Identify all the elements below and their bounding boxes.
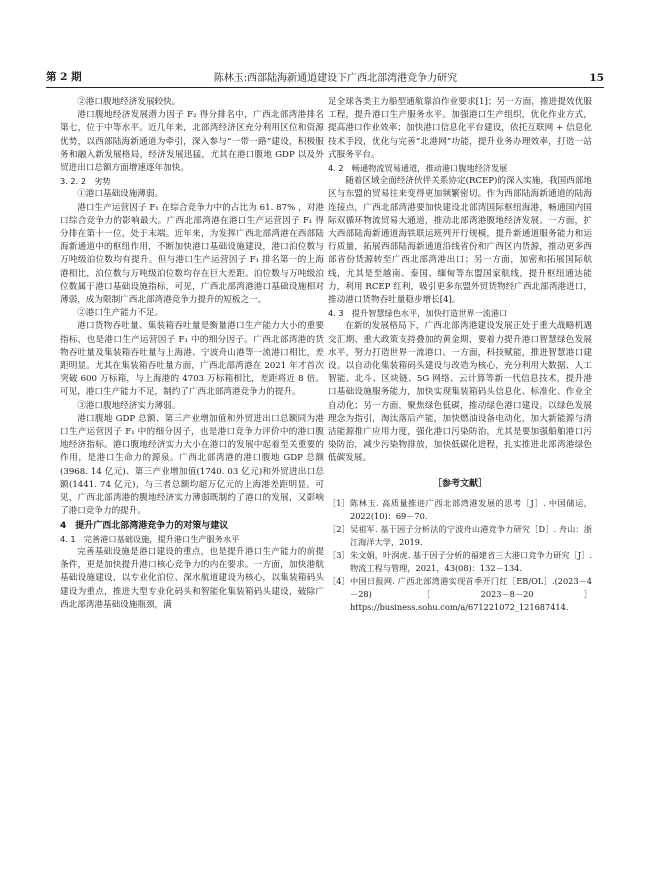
references-title: ［参考文献］ bbox=[432, 478, 487, 489]
reference-item bbox=[328, 549, 592, 575]
section-heading-4-1: 4. 1 完善港口基础设施，提升港口生产服务水平 bbox=[60, 533, 240, 544]
section-heading-4-2: 4. 2 畅通物流贸易通道，推动港口腹地经济发展 bbox=[328, 163, 508, 174]
paragraph: 完善基础设施是港口建设的重点，也是提升港口生产能力的前提条件，更是加快提升港口核心竞争力的内在要求。一方面，加快港航基础设施建设，以专业化泊位、深水航道建设为核心，以集装箱码头建设为重点，推进大型专业化码头和智能化集装箱码头建设，破除广西北部湾港基础设施瓶颈，满 bbox=[60, 546, 324, 610]
reference-number: ［3］ bbox=[328, 549, 350, 560]
right-column bbox=[328, 96, 592, 614]
reference-text: 陈林玉. 高质量推进广西北部湾港发展的思考［J］. 中国储运，2022(10)：69－70. bbox=[350, 497, 592, 521]
section-heading-3-2-2: 3. 2. 2 劣势 bbox=[60, 176, 111, 187]
paragraph: 港口生产运营因子 F₁ 在综合竞争力中的占比为 61. 87% ，对港口综合竞争力的影响最大。广西北部湾港在港口生产运营因子 F₁ 得分排在第十一位，处于末端。近年来，为发挥广西北部湾港在西部陆海新通道中的枢纽作用，不断加快港口基础设施建设，港口泊位数与万吨级泊位数均有提升。但与港口生产运营因子 F₁ 排名第一的上海港相比，泊位数与万吨级泊位数均存在巨大差距。泊位数与万吨级泊位数属于港口基础设施指标，可见，广西北部湾港港口基础设施相对薄弱，成为限制广西北部湾港竞争力提升的短板之一。 bbox=[60, 202, 324, 306]
paragraph: 随着区域全面经济伙伴关系协定(RCEP)的深入实施，我国西部地区与东盟的贸易往来变得更加频繁密切。作为西部陆海新通道的陆海连接点，广西北部湾港要加快建设北部湾国际枢纽海港，畅通国内国际双循环物流贸易大通道，推动北部湾港腹地经济发展。一方面，扩大西部陆海新通道海铁联运班列开行规模，提升新通道服务能力和运行质量，拓展西部陆海新通道沿线省份和广西区内货源，推动更多西部省份货源转至广西北部湾港出口；另一方面，加密和拓展国际航线，尤其是至越南、泰国、缅甸等东盟国家航线，提升枢纽通达能力，利用 RCEP 红利，吸引更多东盟外贸货物经广西北部湾港进口，推动港口货物吞吐量稳步增长[4]。 bbox=[328, 176, 592, 306]
page-number: 15 bbox=[589, 72, 604, 84]
section-heading-4: 4 提升广西北部湾港竞争力的对策与建议 bbox=[60, 520, 229, 531]
reference-number: ［1］ bbox=[328, 497, 350, 508]
reference-text: 朱文娟，叶润虎. 基于因子分析的福建省三大港口竞争力研究［J］. 物流工程与管理，2021，43(08)：132－134. bbox=[350, 549, 592, 573]
paragraph: 在新的发展格局下，广西北部湾港建设发展正处于重大战略机遇交汇期、重大政策支持叠加的黄金期，要着力提升港口智慧绿色发展水平，努力打造世界一流港口。一方面，科技赋能，推进智慧港口建设。以自动化集装箱码头建设与改造为核心，充分利用大数据、人工智能、北斗、区块链、5G 网络、云计算等新一代信息技术，提升港口基础设施服务能力，加快实现集装箱码头信息化、标准化、作业全自动化；另一方面，聚焦绿色低碳，推动绿色港口建设。以绿色发展理念为指引，淘汰落后产能，加快燃油设备电动化，加大新能源与清洁能源推广应用力度，强化港口污染防治，尤其是要加强船舶港口污染防治，减少污染物排放，加快低碳化进程，扎实推进北部湾港绿色低碳发展。 bbox=[328, 321, 592, 464]
paragraph: 足全球各类主力船型通航靠泊作业要求[1]；另一方面，推进提效优服工程，提升港口生产服务水平。加强港口生产组织，优化作业方式，提高港口作业效率；加快港口信息化平台建设，依托互联网 + 信息化技术手段，优化与完善“北港网”功能，提升业务办理效率，打造一站式服务平台。 bbox=[328, 97, 592, 160]
paragraph: ②港口腹地经济发展较快。 bbox=[77, 97, 181, 107]
reference-item bbox=[328, 575, 592, 614]
running-title: 陈林玉:西部陆海新通道建设下广西北部湾港竞争力研究 bbox=[213, 73, 458, 84]
reference-text: 中国日报网. 广西北部湾港实现首季开门红［EB/OL］.(2023－4－28)［2023－8－20］https://business.sohu.com/a/671221072_121687414. bbox=[350, 575, 592, 612]
paragraph: 港口货物吞吐量、集装箱吞吐量是衡量港口生产能力大小的重要指标，也是港口生产运营因子 F₁ 中的细分因子。广西北部湾港的货物吞吐量及集装箱吞吐量与上海港、宁波舟山港等一流港口相比，差距明显。尤其在集装箱吞吐量方面，广西北部湾港在 2021 年才首次突破 600 万标箱，与上海港的 4703 万标箱相比，差距将近 8 倍。可见，港口生产能力不足，制约了广西北部湾港竞争力的提升。 bbox=[60, 321, 324, 398]
running-header bbox=[46, 62, 604, 88]
section-heading-4-3: 4. 3 提升智慧绿色水平，加快打造世界一流港口 bbox=[328, 308, 508, 319]
paragraph: 港口腹地经济发展潜力因子 F₂ 得分排名中，广西北部湾港排名第七，位于中等水平。近几年来，北部湾经济区充分利用区位和资源优势，以西部陆海新通道为牵引，深入参与“一带一路”建设，积极服务和融入新发展格局，经济发展迅猛，尤其在港口腹地 GDP 以及外贸进出口总额方面增速逐年加快。 bbox=[60, 110, 324, 174]
paragraph: ①港口基础设施薄弱。 bbox=[77, 189, 164, 200]
issue-number: 第 2 期 bbox=[46, 71, 82, 83]
reference-item bbox=[328, 523, 592, 549]
reference-number: ［2］ bbox=[328, 523, 350, 534]
reference-item bbox=[328, 497, 592, 523]
paragraph: ②港口生产能力不足。 bbox=[77, 308, 164, 319]
paragraph: ③港口腹地经济实力薄弱。 bbox=[77, 400, 181, 411]
reference-text: 吴祖军. 基于因子分析法的宁波舟山港竞争力研究［D］. 舟山：浙江海洋大学，2019. bbox=[350, 523, 592, 547]
left-column bbox=[60, 96, 324, 612]
references-list bbox=[328, 497, 592, 614]
paragraph: 港口腹地 GDP 总额、第三产业增加值和外贸进出口总额同为港口生产运营因子 F₁ 中的细分因子，也是港口竞争力评价中的港口腹地经济指标。港口腹地经济实力大小在港口的发展中起着至关重要的作用，是港口生命力的源泉。广西北部湾港的港口腹地 GDP 总额(3968. 14 亿元)、第三产业增加值(1740. 03 亿元)和外贸进出口总额(1441. 74 亿元)，与三者总额均超万亿元的上海港差距明显。可见，广西北部湾港的腹地经济实力薄弱既制约了港口的发展，又影响了港口竞争力的提升。 bbox=[60, 413, 324, 517]
reference-number: ［4］ bbox=[328, 575, 350, 586]
